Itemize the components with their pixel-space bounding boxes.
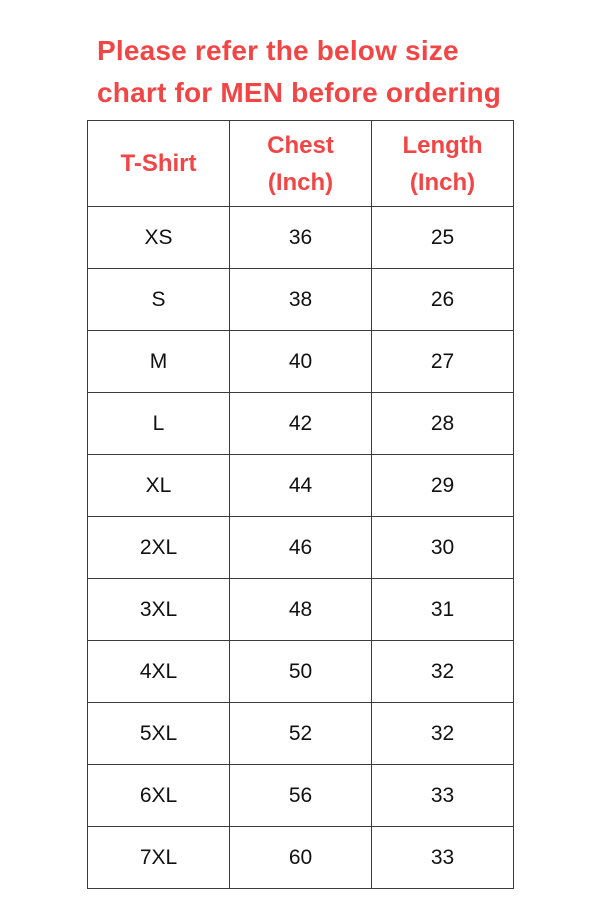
size-cell: 7XL (88, 827, 230, 889)
chest-cell: 56 (230, 765, 372, 827)
length-cell: 31 (372, 579, 514, 641)
size-cell: 2XL (88, 517, 230, 579)
table-row (88, 207, 514, 269)
header-chest-label: Chest (267, 131, 334, 159)
chest-cell: 50 (230, 641, 372, 703)
size-cell: XL (88, 455, 230, 517)
header-tshirt (88, 121, 230, 207)
length-cell: 33 (372, 765, 514, 827)
chest-cell: 40 (230, 331, 372, 393)
table-header (88, 121, 514, 207)
header-row (88, 121, 514, 207)
length-cell: 32 (372, 641, 514, 703)
chest-cell: 36 (230, 207, 372, 269)
chest-cell: 44 (230, 455, 372, 517)
chest-cell: 38 (230, 269, 372, 331)
size-cell: M (88, 331, 230, 393)
header-length (372, 121, 514, 207)
table-row (88, 269, 514, 331)
header-length-label: Length (402, 131, 483, 159)
chest-cell: 48 (230, 579, 372, 641)
size-chart-heading (97, 30, 577, 114)
size-chart-table (87, 120, 514, 889)
table-row (88, 703, 514, 765)
size-cell: L (88, 393, 230, 455)
chest-cell: 60 (230, 827, 372, 889)
size-cell: 5XL (88, 703, 230, 765)
size-cell: 4XL (88, 641, 230, 703)
chest-cell: 42 (230, 393, 372, 455)
table-row (88, 765, 514, 827)
table-row (88, 331, 514, 393)
length-cell: 32 (372, 703, 514, 765)
header-chest-unit: (Inch) (267, 168, 334, 196)
length-cell: 30 (372, 517, 514, 579)
header-tshirt-label: T-Shirt (120, 150, 197, 177)
size-cell: S (88, 269, 230, 331)
table-row (88, 393, 514, 455)
header-length-unit: (Inch) (409, 168, 476, 196)
table-row (88, 455, 514, 517)
table-row (88, 641, 514, 703)
table-row (88, 827, 514, 889)
length-cell: 29 (372, 455, 514, 517)
heading-line-2: chart for MEN before ordering (97, 77, 502, 108)
heading-line-1: Please refer the below size (97, 35, 459, 66)
header-chest (230, 121, 372, 207)
table-row (88, 579, 514, 641)
size-cell: 3XL (88, 579, 230, 641)
length-cell: 27 (372, 331, 514, 393)
size-cell: 6XL (88, 765, 230, 827)
length-cell: 25 (372, 207, 514, 269)
length-cell: 33 (372, 827, 514, 889)
length-cell: 28 (372, 393, 514, 455)
size-cell: XS (88, 207, 230, 269)
chest-cell: 46 (230, 517, 372, 579)
table-row (88, 517, 514, 579)
chest-cell: 52 (230, 703, 372, 765)
table-body (88, 207, 514, 889)
length-cell: 26 (372, 269, 514, 331)
